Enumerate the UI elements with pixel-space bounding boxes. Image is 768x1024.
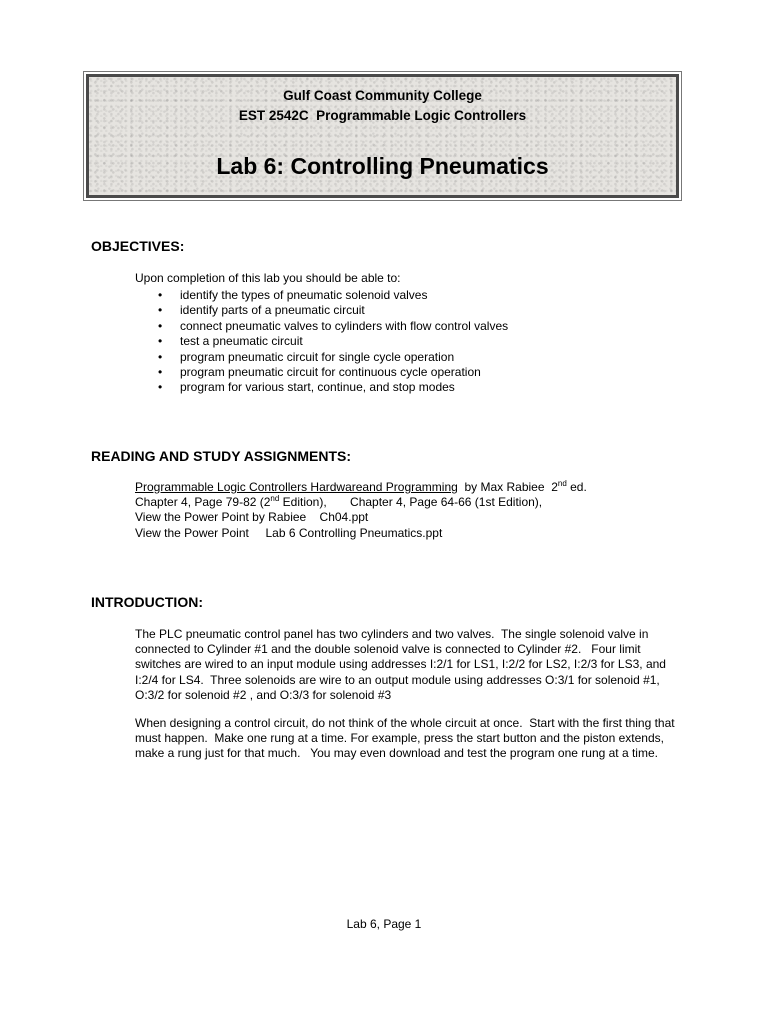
book-edition-sup: nd — [557, 479, 567, 488]
introduction-heading: INTRODUCTION: — [91, 594, 203, 610]
bullet-icon: • — [158, 349, 163, 364]
objective-text: identify parts of a pneumatic circuit — [180, 303, 365, 318]
list-item — [156, 303, 508, 318]
list-item — [156, 319, 508, 334]
list-item — [156, 334, 508, 349]
objective-text: connect pneumatic valves to cylinders with flow control valves — [180, 318, 509, 333]
powerpoint-line-2: View the Power Point Lab 6 Controlling Pneumatics.ppt — [135, 525, 443, 540]
paragraph-line: The PLC pneumatic control panel has two cylinders and two valves. The single solenoid valve in — [135, 627, 649, 641]
paragraph-line: make a rung just for that much. You may even download and test the program one rung at a time. — [135, 746, 658, 761]
list-item — [156, 365, 508, 380]
objectives-heading: OBJECTIVES: — [91, 238, 185, 254]
objectives-intro: Upon completion of this lab you should be able to: — [135, 271, 401, 285]
chapter-a: Chapter 4, Page 79-82 (2 — [135, 495, 271, 510]
paragraph-line: connected to Cylinder #1 and the double solenoid valve is connected to Cylinder #2. Four limit — [135, 642, 641, 657]
list-item — [156, 380, 508, 395]
paragraph-line: I:2/4 for LS4. Three solenoids are wire to an output module using addresses O:3/1 for solenoid #1, — [135, 672, 660, 687]
powerpoint-line-1: View the Power Point by Rabiee Ch04.ppt — [135, 510, 369, 525]
reading-heading: READING AND STUDY ASSIGNMENTS: — [91, 448, 352, 464]
paragraph-line: When designing a control circuit, do not think of the whole circuit at once. Start with the first thing that — [135, 716, 675, 730]
introduction-paragraph-2 — [135, 716, 715, 762]
objective-text: program for various start, continue, and stop modes — [180, 380, 455, 395]
course-title: EST 2542C Programmable Logic Controllers — [238, 108, 527, 123]
introduction-paragraph-1 — [135, 627, 715, 703]
book-line — [135, 480, 587, 495]
paragraph-line: switches are wired to an input module using addresses I:2/1 for LS1, I:2/2 for LS2, I:2/3 for LS3, and — [135, 657, 666, 672]
chapter-b: Edition), Chapter 4, Page 64-66 (1st Edition), — [279, 495, 543, 510]
bullet-icon: • — [158, 288, 163, 302]
list-item — [156, 288, 508, 303]
objectives-list — [156, 288, 508, 396]
objective-text: test a pneumatic circuit — [180, 334, 303, 349]
reading-section — [135, 480, 587, 541]
paragraph-line: O:3/2 for solenoid #2 , and O:3/3 for solenoid #3 — [135, 687, 392, 702]
book-title: Programmable Logic Controllers Hardwareand Programming — [135, 480, 458, 494]
objective-text: identify the types of pneumatic solenoid valves — [180, 288, 428, 302]
book-edition-suffix: ed. — [566, 480, 587, 494]
bullet-icon: • — [158, 334, 163, 349]
college-name: Gulf Coast Community College — [283, 88, 482, 103]
list-item — [156, 350, 508, 365]
bullet-icon: • — [158, 364, 163, 379]
bullet-icon: • — [158, 318, 163, 333]
chapter-sup: nd — [270, 494, 280, 504]
objective-text: program pneumatic circuit for single cycle operation — [180, 349, 455, 364]
chapter-line — [135, 495, 587, 510]
paragraph-line: must happen. Make one rung at a time. For example, press the start button and the piston extends, — [135, 731, 664, 746]
bullet-icon: • — [158, 303, 163, 318]
lab-title: Lab 6: Controlling Pneumatics — [216, 153, 549, 179]
page-footer: Lab 6, Page 1 — [346, 917, 422, 931]
book-author: by Max Rabiee 2 — [457, 480, 558, 494]
objective-text: program pneumatic circuit for continuous cycle operation — [180, 364, 481, 379]
bullet-icon: • — [158, 380, 163, 395]
title-box — [86, 74, 679, 198]
